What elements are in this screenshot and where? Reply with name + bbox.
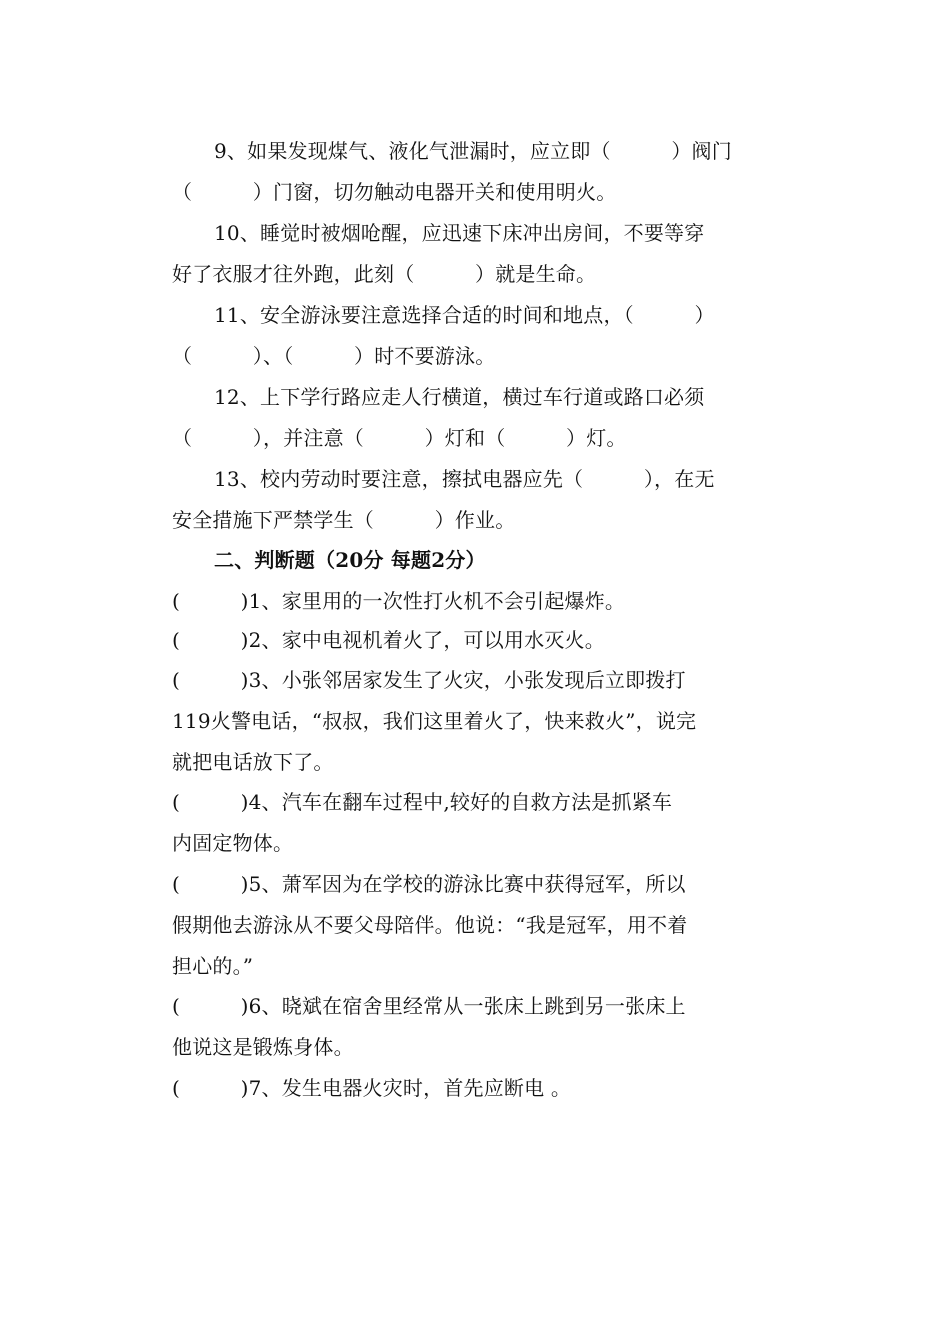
section-2-heading: 二、判断题（20分 每题2分） <box>214 548 486 572</box>
judgment-item-4-line-1: ( )4、汽车在翻车过程中,较好的自救方法是抓紧车 <box>172 790 673 814</box>
judgment-item-6-line-1: ( )6、晓斌在宿舍里经常从一张床上跳到另一张床上 <box>172 994 686 1018</box>
judgment-item-3-line-1: ( )3、小张邻居家发生了火灾，小张发现后立即拨打 <box>172 668 686 692</box>
question-13-line-1: 13、校内劳动时要注意，擦拭电器应先（ ），在无 <box>214 467 715 491</box>
judgment-item-5-line-1: ( )5、萧军因为在学校的游泳比赛中获得冠军，所以 <box>172 872 686 896</box>
judgment-item-7-line-1: ( )7、发生电器火灾时，首先应断电 。 <box>172 1076 572 1100</box>
question-10-line-2: 好了衣服才往外跑，此刻（ ）就是生命。 <box>172 262 597 286</box>
question-11-line-1: 11、安全游泳要注意选择合适的时间和地点，（ ） <box>214 303 715 327</box>
question-10-line-1: 10、睡觉时被烟呛醒，应迅速下床冲出房间，不要等穿 <box>214 221 705 245</box>
judgment-item-5-line-2: 假期他去游泳从不要父母陪伴。他说：“我是冠军，用不着 <box>172 913 688 937</box>
question-9-line-1: 9、如果发现煤气、液化气泄漏时，应立即（ ）阀门 <box>214 139 732 163</box>
question-12-line-2: （ ），并注意（ ）灯和（ ）灯。 <box>172 426 627 450</box>
question-12-line-1: 12、上下学行路应走人行横道，横过车行道或路口必须 <box>214 385 705 409</box>
judgment-item-3-line-3: 就把电话放下了。 <box>172 750 334 774</box>
question-9-line-2: （ ）门窗，切勿触动电器开关和使用明火。 <box>172 180 617 204</box>
judgment-item-5-line-3: 担心的。” <box>172 954 254 978</box>
question-13-line-2: 安全措施下严禁学生（ ）作业。 <box>172 508 516 532</box>
judgment-item-2-line-1: ( )2、家中电视机着火了，可以用水灭火。 <box>172 628 605 652</box>
judgment-item-4-line-2: 内固定物体。 <box>172 831 294 855</box>
question-11-line-2: （ ）、（ ）时不要游泳。 <box>172 344 496 368</box>
judgment-item-1-line-1: ( )1、家里用的一次性打火机不会引起爆炸。 <box>172 589 626 613</box>
judgment-item-3-line-2: 119火警电话，“叔叔，我们这里着火了，快来救火”，说完 <box>172 709 697 733</box>
judgment-item-6-line-2: 他说这是锻炼身体。 <box>172 1035 354 1059</box>
